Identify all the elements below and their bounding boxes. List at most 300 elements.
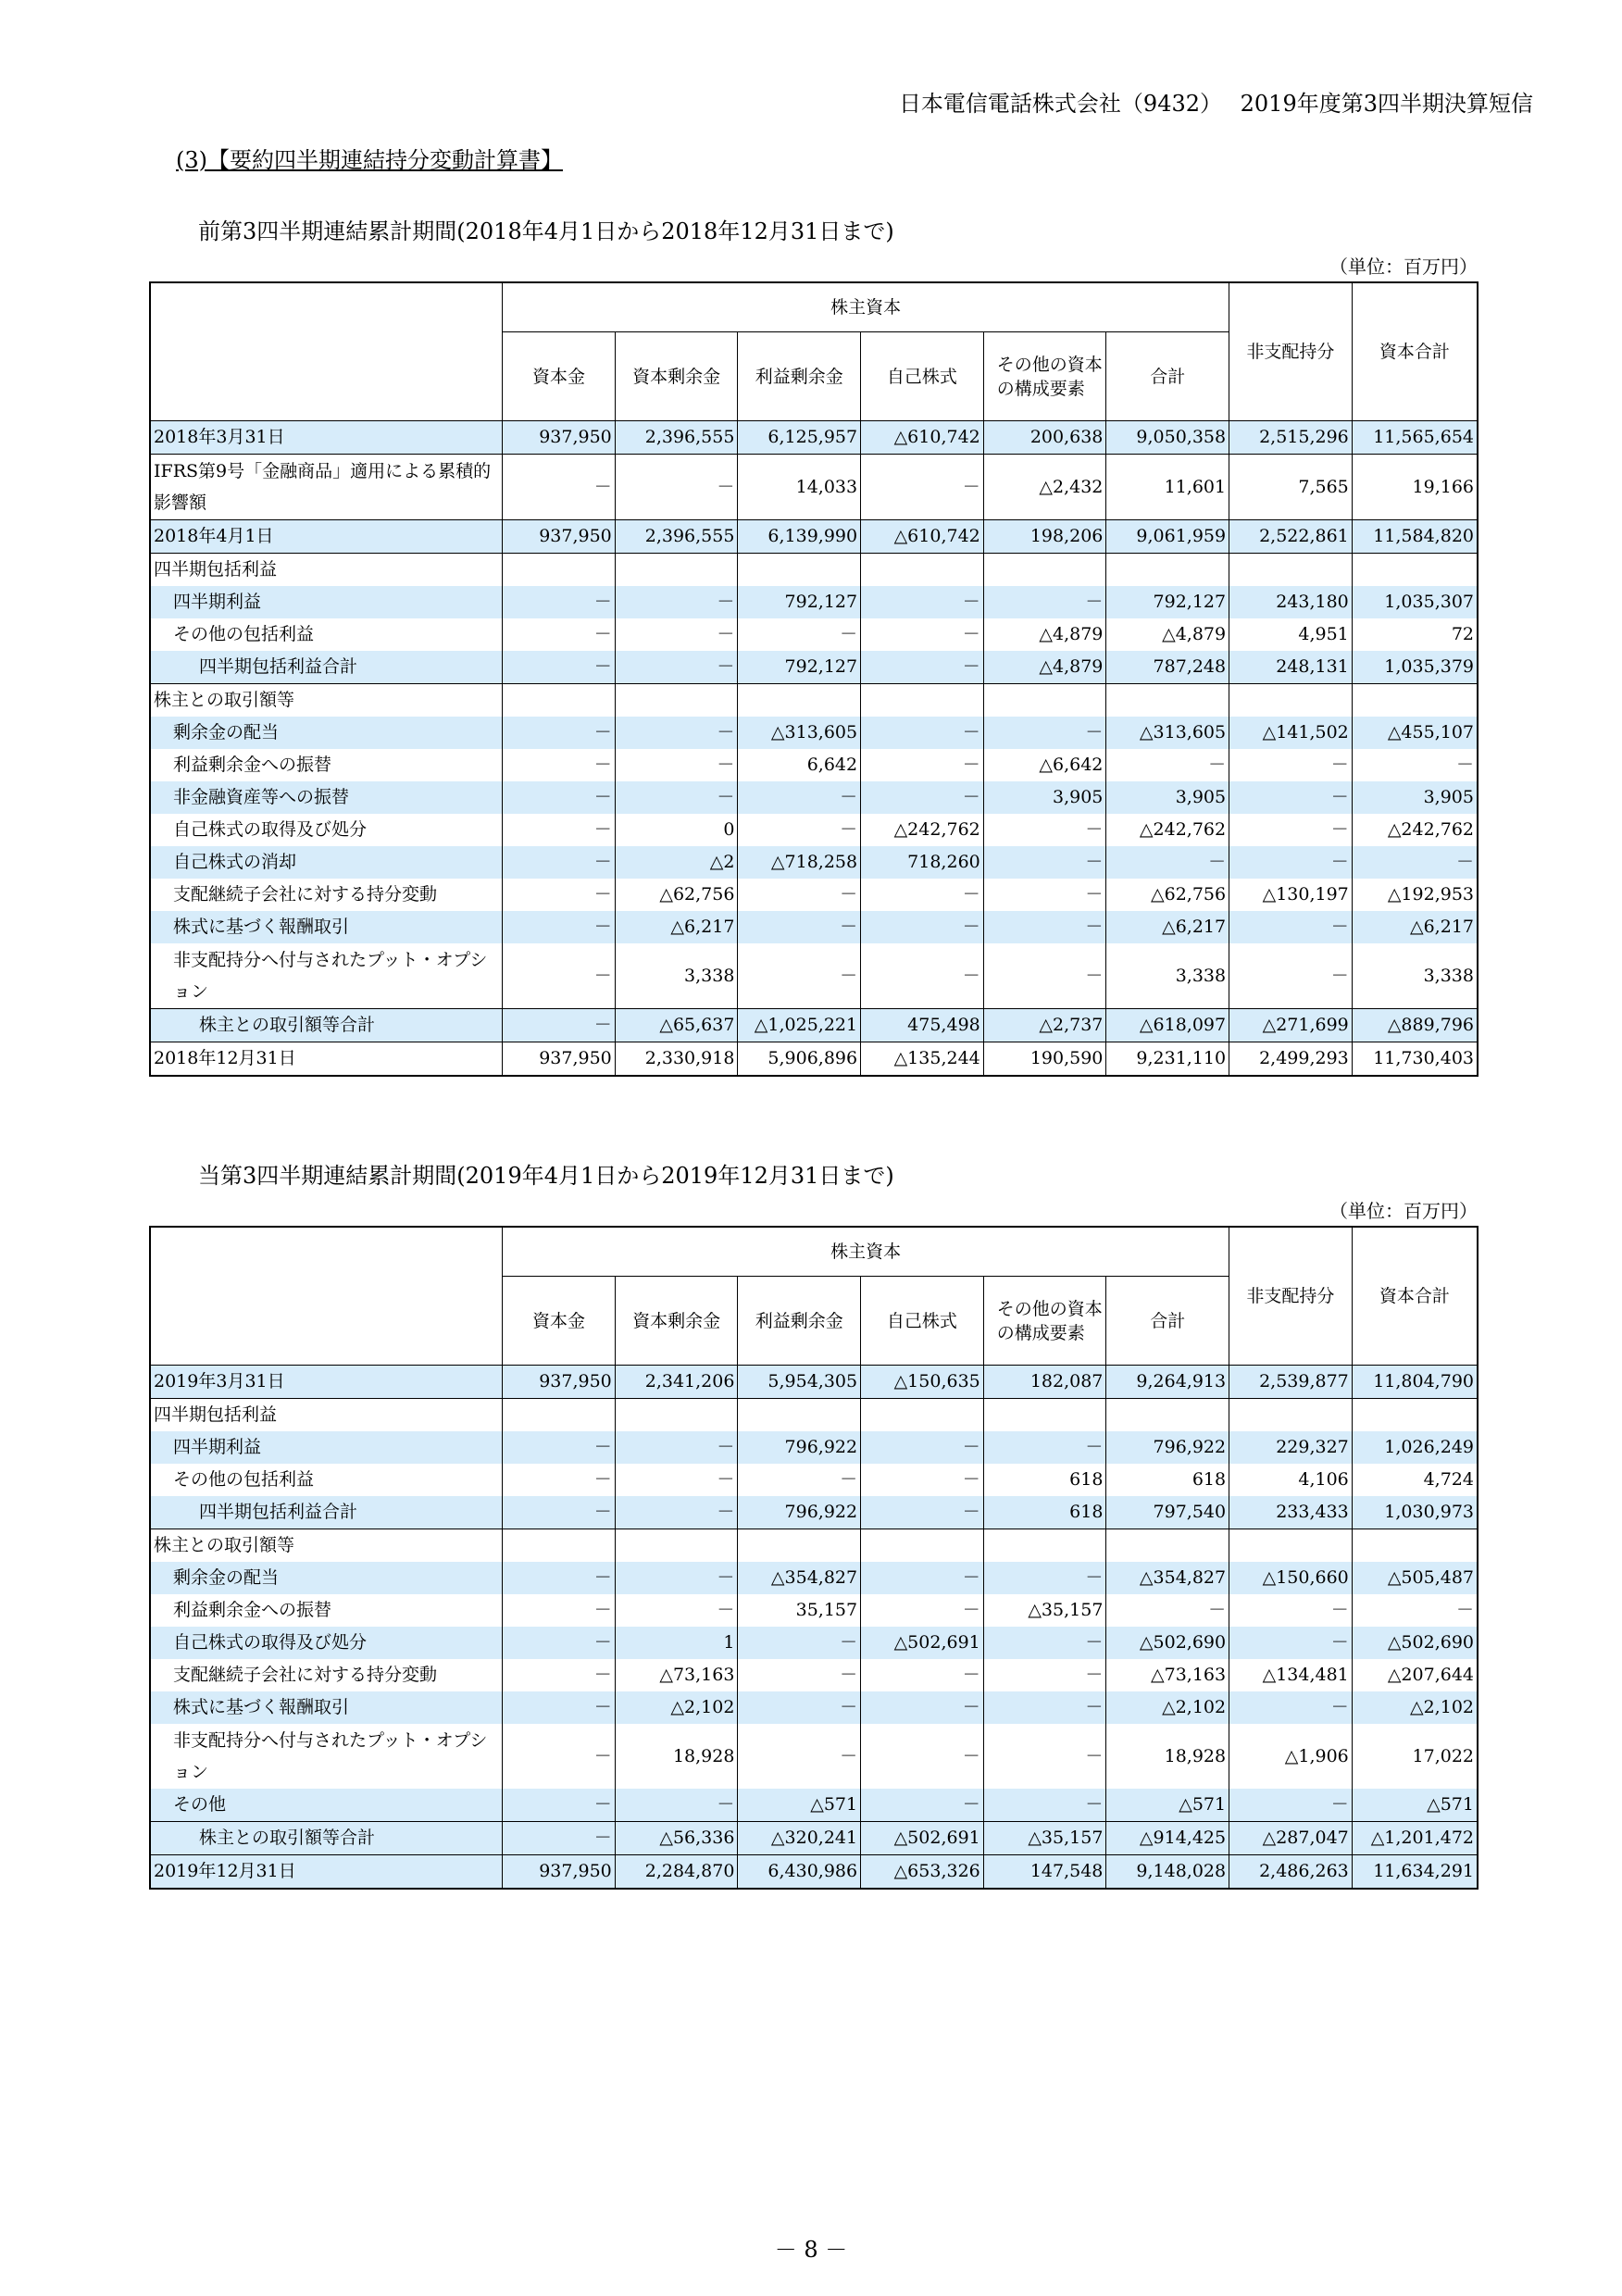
cell-value: △62,756 bbox=[615, 879, 738, 911]
row-label-text: 株主との取引額等 bbox=[154, 1535, 295, 1555]
cell-value: △889,796 bbox=[1352, 1009, 1478, 1042]
header-capital: 資本金 bbox=[503, 332, 616, 421]
cell-value bbox=[503, 1399, 616, 1432]
header-shareholders-equity: 株主資本 bbox=[503, 1227, 1229, 1277]
cell-value: － bbox=[983, 1659, 1106, 1691]
cell-value: 9,148,028 bbox=[1106, 1855, 1229, 1890]
cell-value: △571 bbox=[738, 1789, 861, 1822]
cell-value: 1 bbox=[615, 1627, 738, 1659]
row-label-text: 2019年12月31日 bbox=[154, 1861, 296, 1881]
cell-value: 618 bbox=[983, 1496, 1106, 1529]
unit-label-current: （単位：百万円） bbox=[1329, 1200, 1478, 1222]
cell-value: － bbox=[983, 1562, 1106, 1594]
cell-value: － bbox=[983, 814, 1106, 846]
cell-value: △150,635 bbox=[861, 1366, 984, 1399]
table-row bbox=[150, 943, 1478, 1009]
header-corner bbox=[150, 282, 503, 421]
cell-value: △134,481 bbox=[1229, 1659, 1353, 1691]
table-row bbox=[150, 1627, 1478, 1659]
table-row bbox=[150, 1724, 1478, 1789]
cell-value: △6,642 bbox=[983, 749, 1106, 781]
header-corner bbox=[150, 1227, 503, 1366]
cell-value: － bbox=[983, 1724, 1106, 1789]
cell-value: － bbox=[615, 455, 738, 520]
cell-value bbox=[615, 554, 738, 587]
table-row bbox=[150, 879, 1478, 911]
cell-value: 796,922 bbox=[1106, 1431, 1229, 1464]
row-label bbox=[150, 421, 503, 455]
cell-value: 35,157 bbox=[738, 1594, 861, 1627]
cell-value: 937,950 bbox=[503, 1855, 616, 1890]
cell-value: △313,605 bbox=[1106, 717, 1229, 749]
row-label bbox=[150, 554, 503, 587]
cell-value: － bbox=[503, 1431, 616, 1464]
cell-value: △242,762 bbox=[1106, 814, 1229, 846]
row-label-text: 株式に基づく報酬取引 bbox=[173, 1697, 350, 1717]
row-label-text: 株式に基づく報酬取引 bbox=[173, 917, 350, 937]
cell-value: － bbox=[738, 781, 861, 814]
row-label-text: その他の包括利益 bbox=[173, 1469, 315, 1490]
cell-value: － bbox=[503, 1594, 616, 1627]
cell-value bbox=[1352, 554, 1478, 587]
cell-value bbox=[983, 1399, 1106, 1432]
header-retained-earnings: 利益剰余金 bbox=[738, 332, 861, 421]
header-capital-surplus: 資本剰余金 bbox=[615, 1277, 738, 1366]
cell-value: － bbox=[1106, 846, 1229, 879]
cell-value: － bbox=[738, 618, 861, 651]
row-label bbox=[150, 879, 503, 911]
cell-value: － bbox=[1229, 814, 1353, 846]
cell-value: 7,565 bbox=[1229, 455, 1353, 520]
header-treasury-shares: 自己株式 bbox=[861, 332, 984, 421]
row-label-text: 自己株式の消却 bbox=[173, 852, 297, 872]
cell-value bbox=[983, 554, 1106, 587]
cell-value bbox=[503, 554, 616, 587]
table-row bbox=[150, 1431, 1478, 1464]
cell-value: 9,231,110 bbox=[1106, 1042, 1229, 1077]
cell-value: 147,548 bbox=[983, 1855, 1106, 1890]
cell-value: 233,433 bbox=[1229, 1496, 1353, 1529]
cell-value: － bbox=[503, 1659, 616, 1691]
row-label-text: 株主との取引額等合計 bbox=[199, 1015, 376, 1035]
cell-value: 937,950 bbox=[503, 520, 616, 554]
cell-value: △150,660 bbox=[1229, 1562, 1353, 1594]
cell-value: △502,690 bbox=[1352, 1627, 1478, 1659]
cell-value: 2,284,870 bbox=[615, 1855, 738, 1890]
row-label-text: その他 bbox=[173, 1794, 227, 1815]
cell-value: 11,634,291 bbox=[1352, 1855, 1478, 1890]
cell-value: － bbox=[983, 1627, 1106, 1659]
cell-value: △242,762 bbox=[861, 814, 984, 846]
cell-value bbox=[1352, 1399, 1478, 1432]
cell-value: － bbox=[738, 1724, 861, 1789]
cell-value: 248,131 bbox=[1229, 651, 1353, 684]
cell-value: － bbox=[983, 1789, 1106, 1822]
cell-value: 3,905 bbox=[1106, 781, 1229, 814]
row-label bbox=[150, 455, 503, 520]
cell-value: △2,102 bbox=[1352, 1691, 1478, 1724]
cell-value bbox=[615, 1399, 738, 1432]
cell-value: 200,638 bbox=[983, 421, 1106, 455]
cell-value: 3,905 bbox=[983, 781, 1106, 814]
row-label bbox=[150, 781, 503, 814]
cell-value: － bbox=[983, 586, 1106, 618]
row-label-text: 2018年12月31日 bbox=[154, 1048, 296, 1068]
cell-value: － bbox=[503, 943, 616, 1009]
header-total-equity: 資本合計 bbox=[1352, 1227, 1478, 1366]
cell-value: △354,827 bbox=[738, 1562, 861, 1594]
cell-value bbox=[1229, 684, 1353, 718]
cell-value bbox=[1229, 554, 1353, 587]
cell-value: △4,879 bbox=[1106, 618, 1229, 651]
cell-value: △2,737 bbox=[983, 1009, 1106, 1042]
table-row bbox=[150, 1399, 1478, 1432]
cell-value: － bbox=[615, 618, 738, 651]
cell-value: 2,515,296 bbox=[1229, 421, 1353, 455]
table-row bbox=[150, 1659, 1478, 1691]
cell-value: △2,102 bbox=[1106, 1691, 1229, 1724]
table-row bbox=[150, 749, 1478, 781]
section-title: (3)【要約四半期連結持分変動計算書】 bbox=[176, 147, 563, 173]
row-label-text: 自己株式の取得及び処分 bbox=[173, 819, 368, 840]
table-row bbox=[150, 1789, 1478, 1822]
cell-value: 198,206 bbox=[983, 520, 1106, 554]
table-row bbox=[150, 455, 1478, 520]
cell-value: － bbox=[861, 911, 984, 943]
cell-value: 9,264,913 bbox=[1106, 1366, 1229, 1399]
cell-value: － bbox=[1229, 911, 1353, 943]
row-label bbox=[150, 1366, 503, 1399]
cell-value: － bbox=[861, 618, 984, 651]
cell-value: － bbox=[615, 749, 738, 781]
cell-value: △313,605 bbox=[738, 717, 861, 749]
cell-value: － bbox=[861, 455, 984, 520]
cell-value: － bbox=[503, 1691, 616, 1724]
cell-value bbox=[503, 684, 616, 718]
cell-value: － bbox=[503, 781, 616, 814]
row-label bbox=[150, 1724, 503, 1789]
cell-value: 6,642 bbox=[738, 749, 861, 781]
cell-value: 3,338 bbox=[615, 943, 738, 1009]
cell-value: 5,954,305 bbox=[738, 1366, 861, 1399]
row-label-text: 剰余金の配当 bbox=[173, 1567, 280, 1588]
row-label bbox=[150, 846, 503, 879]
cell-value: － bbox=[503, 651, 616, 684]
cell-value: △2 bbox=[615, 846, 738, 879]
cell-value bbox=[861, 1529, 984, 1563]
cell-value: 1,026,249 bbox=[1352, 1431, 1478, 1464]
cell-value: － bbox=[615, 1464, 738, 1496]
cell-value: － bbox=[1229, 943, 1353, 1009]
cell-value: － bbox=[615, 1789, 738, 1822]
cell-value: － bbox=[861, 749, 984, 781]
cell-value: △502,691 bbox=[861, 1627, 984, 1659]
row-label bbox=[150, 1822, 503, 1855]
row-label bbox=[150, 1464, 503, 1496]
cell-value: － bbox=[738, 879, 861, 911]
row-label-text: 非支配持分へ付与されたプット・オプション bbox=[173, 950, 488, 1002]
cell-value: △6,217 bbox=[615, 911, 738, 943]
cell-value: 18,928 bbox=[1106, 1724, 1229, 1789]
cell-value bbox=[503, 1529, 616, 1563]
table-row bbox=[150, 1855, 1478, 1890]
cell-value: △130,197 bbox=[1229, 879, 1353, 911]
cell-value: － bbox=[738, 1464, 861, 1496]
cell-value: △502,691 bbox=[861, 1822, 984, 1855]
cell-value: － bbox=[861, 651, 984, 684]
cell-value: － bbox=[615, 717, 738, 749]
table-row bbox=[150, 1691, 1478, 1724]
cell-value: 4,724 bbox=[1352, 1464, 1478, 1496]
cell-value: △73,163 bbox=[615, 1659, 738, 1691]
row-label-text: 四半期利益 bbox=[173, 592, 262, 612]
cell-value: － bbox=[861, 1724, 984, 1789]
cell-value bbox=[861, 554, 984, 587]
cell-value: 72 bbox=[1352, 618, 1478, 651]
cell-value bbox=[861, 684, 984, 718]
cell-value bbox=[983, 1529, 1106, 1563]
cell-value bbox=[615, 1529, 738, 1563]
cell-value: － bbox=[1229, 1789, 1353, 1822]
cell-value: － bbox=[861, 1464, 984, 1496]
row-label bbox=[150, 1855, 503, 1890]
table-row bbox=[150, 846, 1478, 879]
cell-value: 2,539,877 bbox=[1229, 1366, 1353, 1399]
cell-value bbox=[1106, 554, 1229, 587]
table-row bbox=[150, 1562, 1478, 1594]
table-row bbox=[150, 1366, 1478, 1399]
cell-value: － bbox=[861, 1594, 984, 1627]
cell-value: － bbox=[503, 814, 616, 846]
cell-value bbox=[615, 684, 738, 718]
cell-value: － bbox=[861, 1431, 984, 1464]
cell-value: － bbox=[503, 1009, 616, 1042]
cell-value: 243,180 bbox=[1229, 586, 1353, 618]
cell-value: － bbox=[503, 1464, 616, 1496]
cell-value: 0 bbox=[615, 814, 738, 846]
cell-value: 2,522,861 bbox=[1229, 520, 1353, 554]
cell-value: － bbox=[615, 586, 738, 618]
row-label-text: その他の包括利益 bbox=[173, 624, 315, 644]
row-label bbox=[150, 717, 503, 749]
row-label-text: IFRS第9号「金融商品」適用による累積的影響額 bbox=[154, 461, 492, 513]
table-row bbox=[150, 1009, 1478, 1042]
cell-value: △718,258 bbox=[738, 846, 861, 879]
header-shareholders-equity: 株主資本 bbox=[503, 282, 1229, 332]
cell-value bbox=[861, 1399, 984, 1432]
cell-value: 792,127 bbox=[738, 586, 861, 618]
cell-value: － bbox=[615, 1562, 738, 1594]
cell-value: － bbox=[983, 1431, 1106, 1464]
cell-value: △271,699 bbox=[1229, 1009, 1353, 1042]
cell-value: △35,157 bbox=[983, 1822, 1106, 1855]
table-row bbox=[150, 520, 1478, 554]
cell-value: 11,730,403 bbox=[1352, 1042, 1478, 1077]
cell-value bbox=[738, 1399, 861, 1432]
cell-value: － bbox=[861, 781, 984, 814]
cell-value: △135,244 bbox=[861, 1042, 984, 1077]
cell-value: △65,637 bbox=[615, 1009, 738, 1042]
cell-value: － bbox=[503, 1789, 616, 1822]
row-label bbox=[150, 814, 503, 846]
cell-value: △914,425 bbox=[1106, 1822, 1229, 1855]
cell-value: － bbox=[615, 1594, 738, 1627]
row-label-text: 四半期包括利益 bbox=[154, 1404, 278, 1425]
cell-value bbox=[1106, 1399, 1229, 1432]
table-row bbox=[150, 1822, 1478, 1855]
cell-value: － bbox=[615, 781, 738, 814]
cell-value: － bbox=[738, 814, 861, 846]
row-label-text: 四半期包括利益合計 bbox=[199, 1502, 358, 1522]
row-label-text: 2019年3月31日 bbox=[154, 1371, 285, 1391]
cell-value: － bbox=[1352, 1594, 1478, 1627]
cell-value: 618 bbox=[983, 1464, 1106, 1496]
cell-value: △6,217 bbox=[1352, 911, 1478, 943]
cell-value: 1,035,307 bbox=[1352, 586, 1478, 618]
period-title-current: 当第3四半期連結累計期間(2019年4月1日から2019年12月31日まで) bbox=[198, 1163, 894, 1189]
cell-value: 5,906,896 bbox=[738, 1042, 861, 1077]
cell-value: 2,499,293 bbox=[1229, 1042, 1353, 1077]
row-label bbox=[150, 1042, 503, 1077]
cell-value: 3,338 bbox=[1106, 943, 1229, 1009]
cell-value: △571 bbox=[1352, 1789, 1478, 1822]
cell-value: 19,166 bbox=[1352, 455, 1478, 520]
cell-value: 2,486,263 bbox=[1229, 1855, 1353, 1890]
cell-value: － bbox=[983, 846, 1106, 879]
cell-value: 937,950 bbox=[503, 1366, 616, 1399]
cell-value: 190,590 bbox=[983, 1042, 1106, 1077]
header-capital-surplus: 資本剰余金 bbox=[615, 332, 738, 421]
cell-value: － bbox=[861, 943, 984, 1009]
cell-value: － bbox=[503, 717, 616, 749]
cell-value: △35,157 bbox=[983, 1594, 1106, 1627]
cell-value: △207,644 bbox=[1352, 1659, 1478, 1691]
table-row bbox=[150, 554, 1478, 587]
cell-value: － bbox=[615, 1431, 738, 1464]
header-other-components: その他の資本の構成要素 bbox=[983, 1277, 1106, 1366]
cell-value: － bbox=[1352, 846, 1478, 879]
cell-value: － bbox=[615, 1496, 738, 1529]
cell-value bbox=[738, 554, 861, 587]
cell-value: － bbox=[1229, 749, 1353, 781]
cell-value: △73,163 bbox=[1106, 1659, 1229, 1691]
cell-value: △1,906 bbox=[1229, 1724, 1353, 1789]
row-label bbox=[150, 1594, 503, 1627]
row-label-text: 自己株式の取得及び処分 bbox=[173, 1632, 368, 1653]
row-label bbox=[150, 1399, 503, 1432]
row-label-text: 株主との取引額等 bbox=[154, 690, 295, 710]
cell-value: － bbox=[503, 879, 616, 911]
cell-value: － bbox=[861, 1496, 984, 1529]
cell-value: △6,217 bbox=[1106, 911, 1229, 943]
table-row bbox=[150, 421, 1478, 455]
table-row bbox=[150, 911, 1478, 943]
row-label-text: 支配継続子会社に対する持分変動 bbox=[173, 1665, 438, 1685]
cell-value: － bbox=[983, 911, 1106, 943]
cell-value: － bbox=[1229, 1691, 1353, 1724]
page-number: － 8 － bbox=[774, 2237, 848, 2263]
cell-value: 2,341,206 bbox=[615, 1366, 738, 1399]
cell-value: △192,953 bbox=[1352, 879, 1478, 911]
row-label bbox=[150, 1691, 503, 1724]
row-label-text: 四半期包括利益合計 bbox=[199, 656, 358, 677]
cell-value: － bbox=[503, 586, 616, 618]
row-label bbox=[150, 749, 503, 781]
cell-value: 6,125,957 bbox=[738, 421, 861, 455]
row-label bbox=[150, 651, 503, 684]
row-label-text: 2018年3月31日 bbox=[154, 427, 285, 447]
row-label bbox=[150, 1431, 503, 1464]
cell-value: 11,584,820 bbox=[1352, 520, 1478, 554]
row-label bbox=[150, 1562, 503, 1594]
row-label-text: 非支配持分へ付与されたプット・オプション bbox=[173, 1730, 488, 1782]
cell-value: － bbox=[861, 1789, 984, 1822]
header-treasury-shares: 自己株式 bbox=[861, 1277, 984, 1366]
row-label-text: 四半期利益 bbox=[173, 1437, 262, 1457]
cell-value: － bbox=[503, 911, 616, 943]
cell-value bbox=[983, 684, 1106, 718]
cell-value bbox=[1352, 1529, 1478, 1563]
cell-value: △571 bbox=[1106, 1789, 1229, 1822]
header-other-components: その他の資本の構成要素 bbox=[983, 332, 1106, 421]
cell-value: △610,742 bbox=[861, 421, 984, 455]
unit-label-prior: （単位：百万円） bbox=[1329, 256, 1478, 278]
period-title-prior: 前第3四半期連結累計期間(2018年4月1日から2018年12月31日まで) bbox=[198, 218, 894, 244]
cell-value: － bbox=[503, 749, 616, 781]
row-label bbox=[150, 1529, 503, 1563]
cell-value: △455,107 bbox=[1352, 717, 1478, 749]
cell-value: － bbox=[738, 1691, 861, 1724]
cell-value: － bbox=[983, 717, 1106, 749]
header-total-equity: 資本合計 bbox=[1352, 282, 1478, 421]
cell-value: － bbox=[1229, 781, 1353, 814]
cell-value: 11,565,654 bbox=[1352, 421, 1478, 455]
cell-value bbox=[1352, 684, 1478, 718]
cell-value: 17,022 bbox=[1352, 1724, 1478, 1789]
equity-table-prior bbox=[149, 281, 1479, 1077]
cell-value: 9,061,959 bbox=[1106, 520, 1229, 554]
cell-value: △320,241 bbox=[738, 1822, 861, 1855]
table-row bbox=[150, 1529, 1478, 1563]
cell-value: － bbox=[1229, 1594, 1353, 1627]
cell-value: △653,326 bbox=[861, 1855, 984, 1890]
row-label-text: 支配継続子会社に対する持分変動 bbox=[173, 884, 438, 905]
cell-value: △505,487 bbox=[1352, 1562, 1478, 1594]
cell-value: 18,928 bbox=[615, 1724, 738, 1789]
cell-value bbox=[1229, 1529, 1353, 1563]
cell-value: 4,106 bbox=[1229, 1464, 1353, 1496]
cell-value: △610,742 bbox=[861, 520, 984, 554]
cell-value: 182,087 bbox=[983, 1366, 1106, 1399]
table-row bbox=[150, 1464, 1478, 1496]
cell-value: － bbox=[503, 1562, 616, 1594]
cell-value: － bbox=[503, 618, 616, 651]
cell-value: 3,338 bbox=[1352, 943, 1478, 1009]
cell-value: △4,879 bbox=[983, 651, 1106, 684]
cell-value: － bbox=[1106, 1594, 1229, 1627]
cell-value: 787,248 bbox=[1106, 651, 1229, 684]
cell-value: △242,762 bbox=[1352, 814, 1478, 846]
cell-value: △1,201,472 bbox=[1352, 1822, 1478, 1855]
table-row bbox=[150, 618, 1478, 651]
cell-value: △618,097 bbox=[1106, 1009, 1229, 1042]
cell-value: － bbox=[738, 911, 861, 943]
cell-value: 475,498 bbox=[861, 1009, 984, 1042]
cell-value: － bbox=[861, 717, 984, 749]
cell-value: 2,396,555 bbox=[615, 421, 738, 455]
cell-value: － bbox=[738, 1627, 861, 1659]
cell-value: △502,690 bbox=[1106, 1627, 1229, 1659]
